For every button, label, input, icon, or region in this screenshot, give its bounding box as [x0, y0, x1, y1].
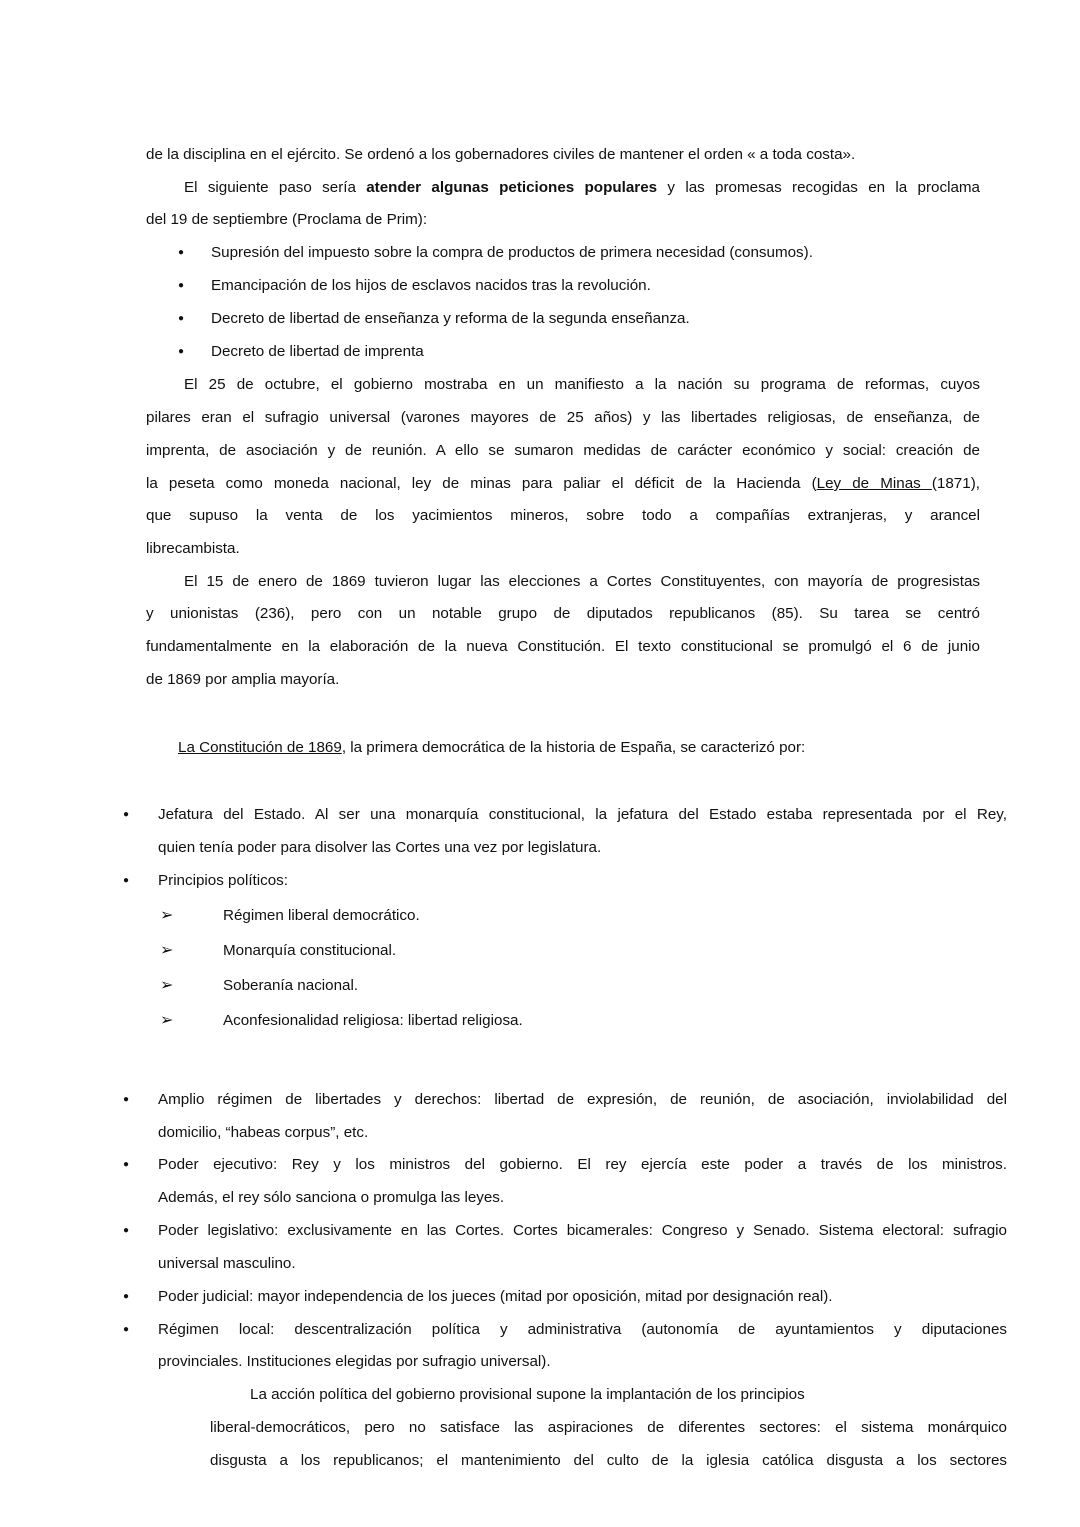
text-line: Monarquía constitucional. — [223, 942, 397, 959]
text-line: Amplio régimen de libertades y derechos: libertad de expresión, de reunión, de asociación, inviolabilidad del — [158, 1091, 1007, 1108]
text-line: Poder legislativo: exclusivamente en las Cortes. Cortes bicamerales: Congreso y Senado. Sistema electoral: sufragio — [158, 1222, 1007, 1239]
text-line: Régimen liberal democrático. — [223, 907, 420, 924]
text-line: provinciales. Instituciones elegidas por sufragio universal). — [158, 1353, 551, 1370]
bullet-icon: ● — [123, 809, 130, 820]
bullet-icon: ● — [178, 313, 185, 324]
bullet-icon: ● — [123, 1291, 130, 1302]
text-line: Emancipación de los hijos de esclavos nacidos tras la revolución. — [211, 277, 651, 294]
text-line: El 25 de octubre, el gobierno mostraba en un manifiesto a la nación su programa de reformas, cuyos — [184, 376, 980, 393]
text-segment: (1871), — [931, 475, 980, 492]
bullet-icon: ● — [178, 346, 185, 357]
text-line — [178, 738, 805, 758]
text-line: Decreto de libertad de enseñanza y reforma de la segunda enseñanza. — [211, 310, 690, 327]
text-line: imprenta, de asociación y de reunión. A ello se sumaron medidas de carácter económico y social: creación de — [146, 442, 980, 459]
bold-text: atender algunas peticiones populares — [366, 179, 658, 196]
underlined-text: Ley de Minas — [816, 475, 932, 492]
text-segment: , la primera democrática de la historia de España, se caracterizó por: — [341, 739, 806, 756]
bullet-icon: ● — [178, 280, 185, 291]
text-line: disgusta a los republicanos; el mantenimiento del culto de la iglesia católica disgusta a los sectores — [210, 1452, 1007, 1469]
text-line: Régimen local: descentralización política y administrativa (autonomía de ayuntamientos y diputaciones — [158, 1321, 1007, 1338]
text-line: Principios políticos: — [158, 872, 288, 889]
text-line: y unionistas (236), pero con un notable grupo de diputados republicanos (85). Su tarea se centró — [146, 605, 980, 622]
text-line: domicilio, “habeas corpus”, etc. — [158, 1124, 369, 1141]
text-line: El 15 de enero de 1869 tuvieron lugar las elecciones a Cortes Constituyentes, con mayoría de progresistas — [184, 573, 980, 590]
text-line: fundamentalmente en la elaboración de la nueva Constitución. El texto constitucional se promulgó el 6 de junio — [146, 638, 980, 655]
text-line: del 19 de septiembre (Proclama de Prim): — [146, 211, 428, 228]
bullet-icon: ● — [123, 1094, 130, 1105]
text-line: de 1869 por amplia mayoría. — [146, 671, 340, 688]
text-segment: la peseta como moneda nacional, ley de minas para paliar el déficit de la Hacienda ( — [146, 475, 817, 492]
text-segment: El siguiente paso sería — [184, 179, 367, 196]
text-line: de la disciplina en el ejército. Se ordenó a los gobernadores civiles de mantener el orden « a toda costa». — [146, 146, 856, 163]
text-line: liberal-democráticos, pero no satisface las aspiraciones de diferentes sectores: el sistema monárquico — [210, 1419, 1007, 1436]
text-line: quien tenía poder para disolver las Cortes una vez por legislatura. — [158, 839, 602, 856]
text-line: La acción política del gobierno provisional supone la implantación de los principios — [250, 1386, 805, 1403]
text-line: Además, el rey sólo sanciona o promulga las leyes. — [158, 1189, 505, 1206]
underlined-text: La Constitución de 1869 — [178, 739, 342, 756]
text-line: Poder judicial: mayor independencia de los jueces (mitad por oposición, mitad por designación real). — [158, 1288, 833, 1305]
text-line: universal masculino. — [158, 1255, 296, 1272]
arrow-bullet-icon: ➢ — [160, 977, 174, 994]
bullet-icon: ● — [123, 875, 130, 886]
bullet-icon: ● — [123, 1225, 130, 1236]
bullet-icon: ● — [178, 247, 185, 258]
arrow-bullet-icon: ➢ — [160, 907, 174, 924]
arrow-bullet-icon: ➢ — [160, 942, 174, 959]
text-line: Soberanía nacional. — [223, 977, 359, 994]
text-segment: y las promesas recogidas en la proclama — [657, 179, 980, 196]
text-line: Supresión del impuesto sobre la compra de productos de primera necesidad (consumos). — [211, 244, 813, 261]
text-line — [184, 178, 980, 198]
text-line: Poder ejecutivo: Rey y los ministros del gobierno. El rey ejercía este poder a través de los ministros. — [158, 1156, 1007, 1173]
text-line: Jefatura del Estado. Al ser una monarquía constitucional, la jefatura del Estado estaba representada por el Rey, — [158, 806, 1007, 823]
text-line: Decreto de libertad de imprenta — [211, 343, 424, 360]
bullet-icon: ● — [123, 1324, 130, 1335]
arrow-bullet-icon: ➢ — [160, 1012, 174, 1029]
text-line: librecambista. — [146, 540, 240, 557]
text-line — [146, 474, 980, 494]
text-line: pilares eran el sufragio universal (varones mayores de 25 años) y las libertades religiosas, de enseñanza, de — [146, 409, 980, 426]
text-line: que supuso la venta de los yacimientos mineros, sobre todo a compañías extranjeras, y arancel — [146, 507, 980, 524]
text-line: Aconfesionalidad religiosa: libertad religiosa. — [223, 1012, 523, 1029]
bullet-icon: ● — [123, 1159, 130, 1170]
